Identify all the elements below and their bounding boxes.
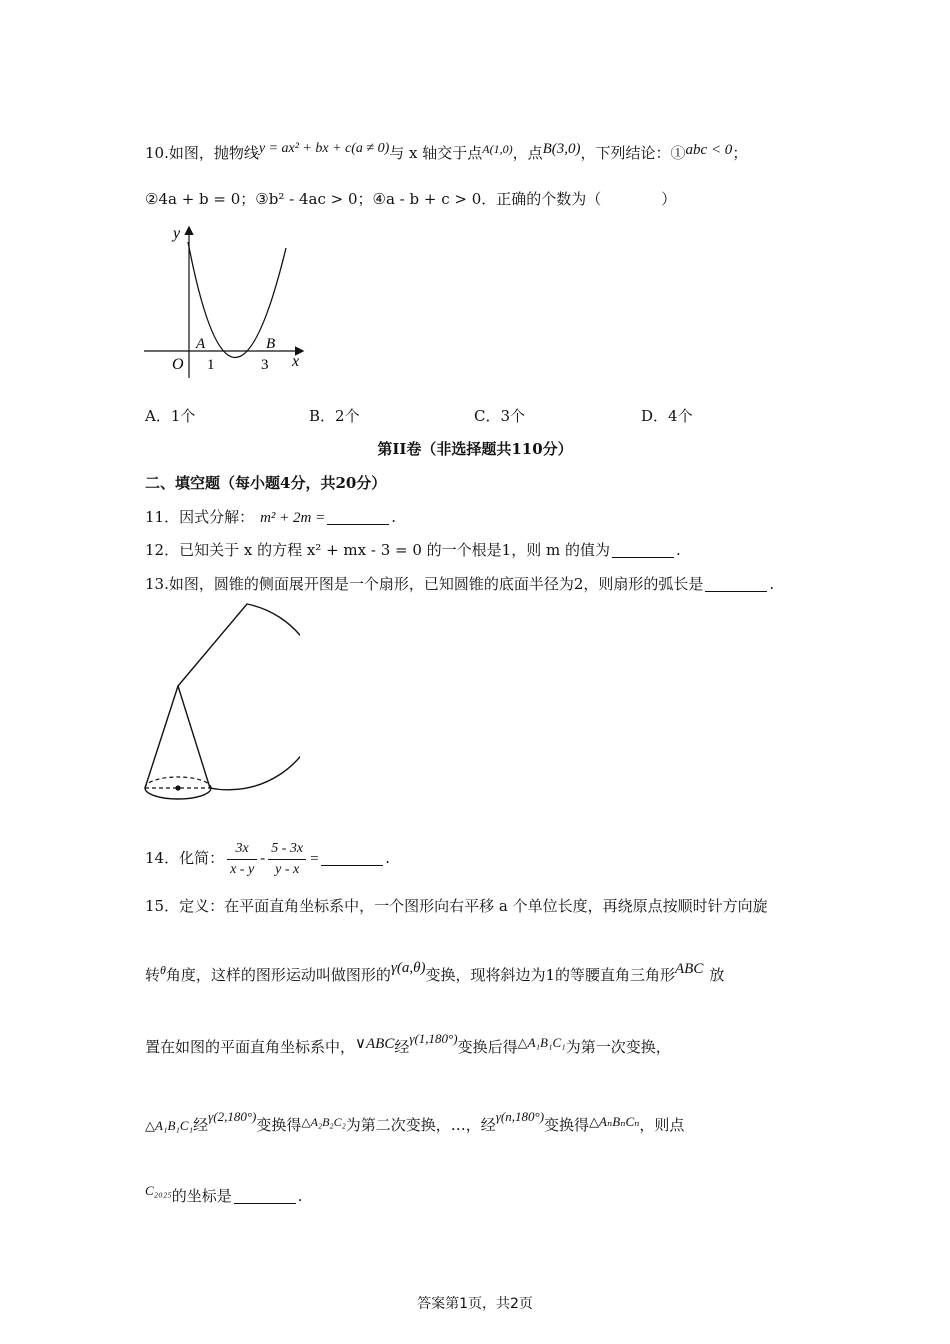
- point-b-label: B: [266, 336, 276, 352]
- q14-equals: =: [309, 851, 320, 867]
- tick-3-label: 3: [261, 357, 269, 373]
- q15-vabc: ∨ABC: [355, 1036, 395, 1052]
- section-2-title: 第II卷（非选择题共110分）: [377, 440, 573, 458]
- q14-fraction-2: [268, 840, 306, 879]
- parabola-graph: [140, 220, 310, 385]
- q15-line2: [145, 957, 724, 986]
- q15-gamma-2: γ(2,180°): [208, 1109, 257, 1124]
- cone-base-center: [175, 785, 180, 790]
- q11-text: 11．因式分解：: [145, 508, 255, 526]
- q14-f1-denominator: x - y: [230, 861, 255, 877]
- q15-l2b: 角度，这样的图形运动叫做图形的: [165, 966, 391, 984]
- q10-comma: ，点: [512, 144, 543, 162]
- q11: [145, 506, 396, 529]
- choice-d: D．4个: [641, 407, 693, 425]
- choice-a: A．1个: [145, 407, 196, 425]
- q14-f2-numerator: 5 - 3x: [268, 840, 306, 860]
- q10-line1: [145, 138, 747, 164]
- q15-l3a: 置在如图的平面直角坐标系中，: [145, 1038, 356, 1056]
- page-footer: 答案第1页，共2页: [417, 1296, 533, 1312]
- q15-line4: [145, 1106, 684, 1137]
- q12-text: 12．已知关于 x 的方程 x² + mx - 3 = 0 的一个根是1，则 m 的值为: [145, 541, 610, 559]
- q15-triangle-2: △A₂B₂C₂: [301, 1115, 346, 1129]
- q15-abc: ABC: [675, 961, 704, 977]
- choice-c: C．3个: [474, 407, 526, 425]
- q15-l3c: 变换后得: [457, 1038, 518, 1056]
- q15-l4b: 经: [193, 1116, 209, 1134]
- q15-gamma-a-theta: γ(a,θ): [390, 960, 426, 976]
- q15-gamma-1: γ(1,180°): [409, 1031, 458, 1046]
- q15-l2d: 放: [709, 966, 725, 984]
- q15-l2c: 变换，现将斜边为1的等腰直角三角形: [425, 966, 676, 984]
- q15-gamma-n: γ(n,180°): [495, 1109, 545, 1124]
- q14-text: 14．化简：: [145, 849, 225, 867]
- q15-end: .: [297, 1187, 303, 1205]
- q14-minus: -: [260, 849, 266, 867]
- q15-triangle-1b: △A₁B₁C₁: [145, 1118, 194, 1133]
- q10-semicolon: ；: [732, 144, 748, 162]
- q13-answer-blank[interactable]: [705, 575, 767, 592]
- tick-1-label: 1: [207, 357, 215, 373]
- q15-line1: 15．定义：在平面直角坐标系中，一个图形向右平移 a 个单位长度，再绕原点按顺时针方向旋: [145, 897, 768, 915]
- q14-answer-blank[interactable]: [321, 849, 383, 866]
- q15-theta: θ: [160, 963, 166, 977]
- q15-line3: [145, 1028, 671, 1058]
- q15-l4d: 为第二次变换，…，经: [345, 1116, 496, 1134]
- q15-l2a: 转: [145, 966, 161, 984]
- q10-point-b: B(3,0): [542, 141, 581, 157]
- x-label: x: [292, 353, 300, 370]
- q14-fraction-1: [227, 840, 257, 879]
- q13-text: 13.如图，圆锥的侧面展开图是一个扇形，已知圆锥的底面半径为2，则扇形的弧长是: [145, 575, 704, 593]
- q15-l3d: 为第一次变换，: [565, 1038, 671, 1056]
- q10-mid: 与 x 轴交于点: [389, 144, 483, 162]
- q15-l4c: 变换得: [256, 1116, 302, 1134]
- cone-sector-figure: [140, 598, 300, 808]
- q15-l4e: 变换得: [544, 1116, 590, 1134]
- q12-answer-blank[interactable]: [612, 541, 674, 558]
- origin-label: O: [172, 356, 184, 373]
- point-a-label: A: [196, 336, 206, 352]
- q15-triangle-1: △A₁B₁C₁: [517, 1035, 566, 1050]
- q11-end: .: [391, 508, 397, 526]
- q14-f1-numerator: 3x: [227, 840, 257, 860]
- q15-c2025: C₂₀₂₅: [145, 1183, 172, 1198]
- q12-end: .: [675, 541, 681, 559]
- q15-l3b: 经: [394, 1038, 410, 1056]
- sector-shape: [178, 604, 300, 790]
- fill-in-title: 二、填空题（每小题4分，共20分）: [145, 474, 387, 492]
- q13: [145, 573, 774, 595]
- q15-line5: [145, 1180, 303, 1207]
- q10-line2: ②4a + b = 0；③b² - 4ac > 0；④a - b + c > 0．正确的个数为（ ）: [145, 190, 677, 208]
- q14-f2-denominator: y - x: [275, 861, 300, 877]
- cone-left-edge: [145, 686, 178, 788]
- y-label: y: [173, 225, 181, 242]
- q13-end: .: [769, 575, 775, 593]
- q15-answer-blank[interactable]: [234, 1187, 296, 1204]
- q11-expr: m² + 2m =: [260, 510, 326, 526]
- q15-l5: 的坐标是: [171, 1187, 232, 1205]
- q15-triangle-n: △AₙBₙCₙ: [589, 1114, 640, 1129]
- q10-prefix: 10.如图，抛物线: [145, 144, 259, 162]
- q10-point-a: A(1,0): [482, 142, 513, 156]
- q10-equation: y = ax² + bx + c(a ≠ 0): [258, 141, 390, 156]
- q10-conclusion-1: abc < 0: [685, 142, 733, 158]
- q15-l4f: ，则点: [639, 1116, 685, 1134]
- q11-answer-blank[interactable]: [327, 508, 389, 525]
- q10-tail: ，下列结论：①: [580, 144, 686, 162]
- q14-end: .: [385, 849, 391, 867]
- q14: [145, 836, 390, 881]
- choice-b: B．2个: [309, 407, 360, 425]
- q12: [145, 539, 681, 561]
